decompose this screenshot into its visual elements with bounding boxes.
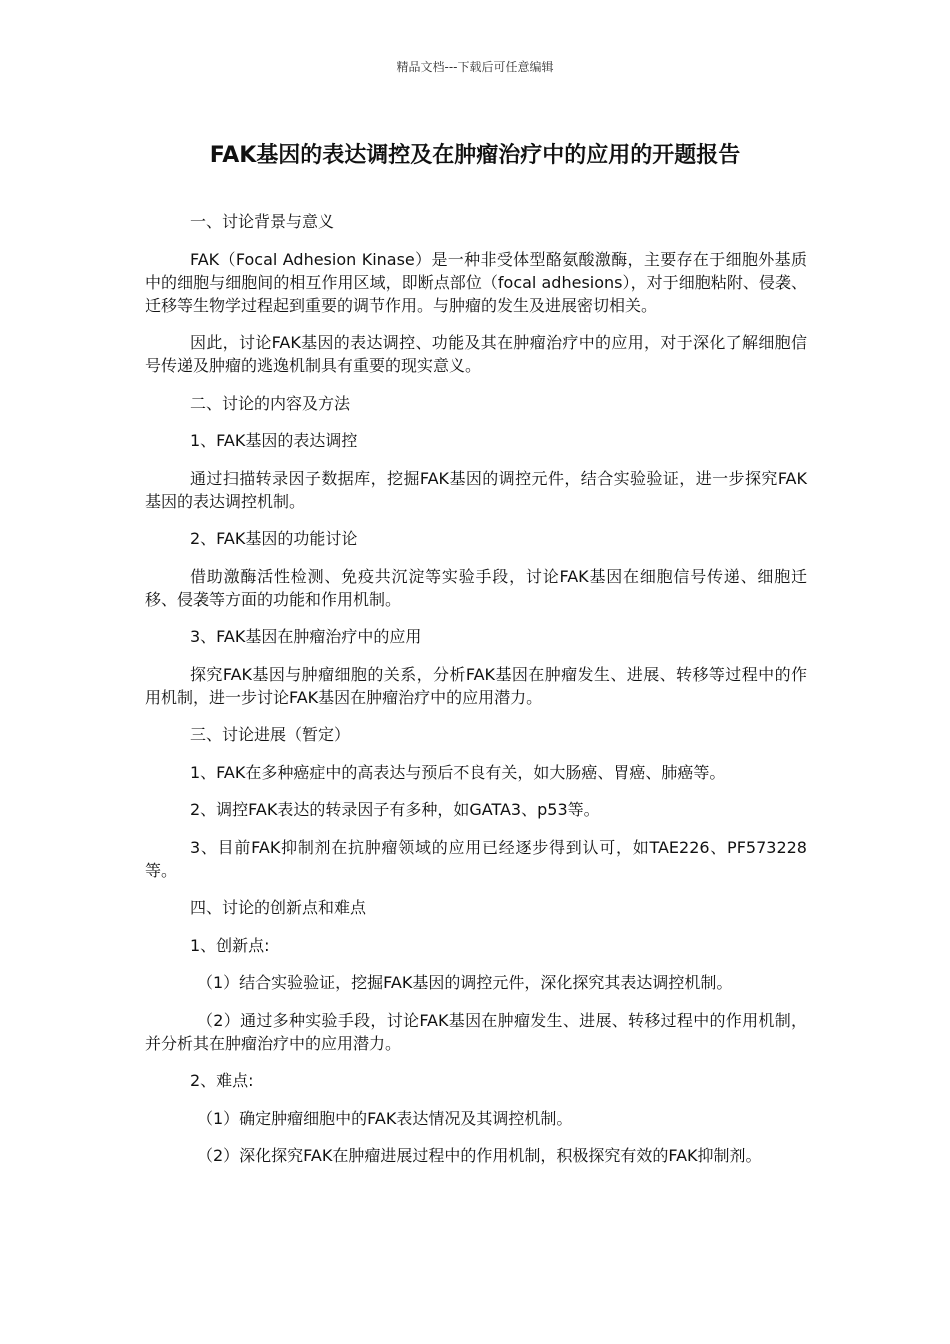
list-item-progress-2: 2、调控FAK表达的转录因子有多种，如GATA3、p53等。: [190, 800, 600, 819]
paragraph-tumor-therapy: 探究FAK基因与肿瘤细胞的关系，分析FAK基因在肿瘤发生、进展、转移等过程中的作用机制，进一步讨论FAK基因在肿瘤治疗中的应用潜力。: [145, 664, 807, 707]
section-heading-background: 一、讨论背景与意义: [190, 212, 335, 231]
section-heading-content-methods: 二、讨论的内容及方法: [190, 393, 351, 413]
list-item-difficulty-1: （1）确定肿瘤细胞中的FAK表达情况及其调控机制。: [197, 1108, 573, 1128]
document-title: FAK基因的表达调控及在肿瘤治疗中的应用的开题报告: [209, 143, 741, 168]
list-item-difficulty-2: （2）深化探究FAK在肿瘤进展过程中的作用机制，积极探究有效的FAK抑制剂。: [197, 1146, 762, 1165]
subheading-expression-regulation: 1、FAK基因的表达调控: [190, 431, 358, 450]
subheading-function-study: 2、FAK基因的功能讨论: [190, 529, 358, 548]
list-item-progress-1: 1、FAK在多种癌症中的高表达与预后不良有关，如大肠癌、胃癌、肺癌等。: [190, 762, 726, 782]
paragraph-significance: 因此，讨论FAK基因的表达调控、功能及其在肿瘤治疗中的应用，对于深化了解细胞信号传递及肿瘤的逃逸机制具有重要的现实意义。: [145, 333, 807, 375]
subheading-difficulty: 2、难点:: [190, 1071, 254, 1090]
document-body: [145, 210, 807, 1182]
list-item-innovation-1: （1）结合实验验证，挖掘FAK基因的调控元件，深化探究其表达调控机制。: [197, 973, 733, 992]
subheading-tumor-therapy: 3、FAK基因在肿瘤治疗中的应用: [190, 627, 422, 646]
section-heading-innovation-difficulty: 四、讨论的创新点和难点: [190, 898, 367, 917]
list-item-innovation-2: （2）通过多种实验手段，讨论FAK基因在肿瘤发生、进展、转移过程中的作用机制，并分析其在肿瘤治疗中的应用潜力。: [145, 1010, 807, 1053]
page-header: 精品文档---下载后可任意编辑: [396, 60, 554, 74]
section-heading-progress: 三、讨论进展（暂定）: [190, 725, 351, 744]
paragraph-expression-regulation: 通过扫描转录因子数据库，挖掘FAK基因的调控元件，结合实验验证，进一步探究FAK基因的表达调控机制。: [145, 468, 807, 511]
list-item-progress-3: 3、目前FAK抑制剂在抗肿瘤领域的应用已经逐步得到认可，如TAE226、PF573228等。: [145, 837, 807, 880]
paragraph-fak-definition: FAK（Focal Adhesion Kinase）是一种非受体型酪氨酸激酶，主要存在于细胞外基质中的细胞与细胞间的相互作用区域，即断点部位（focal adhesions），对于细胞粘附、侵袭、迁移等生物学过程起到重要的调节作用。与肿瘤的发生及进展密切相关。: [145, 249, 807, 315]
subheading-innovation: 1、创新点:: [190, 935, 270, 955]
paragraph-function-study: 借助激酶活性检测、免疫共沉淀等实验手段，讨论FAK基因在细胞信号传递、细胞迁移、侵袭等方面的功能和作用机制。: [145, 566, 807, 609]
